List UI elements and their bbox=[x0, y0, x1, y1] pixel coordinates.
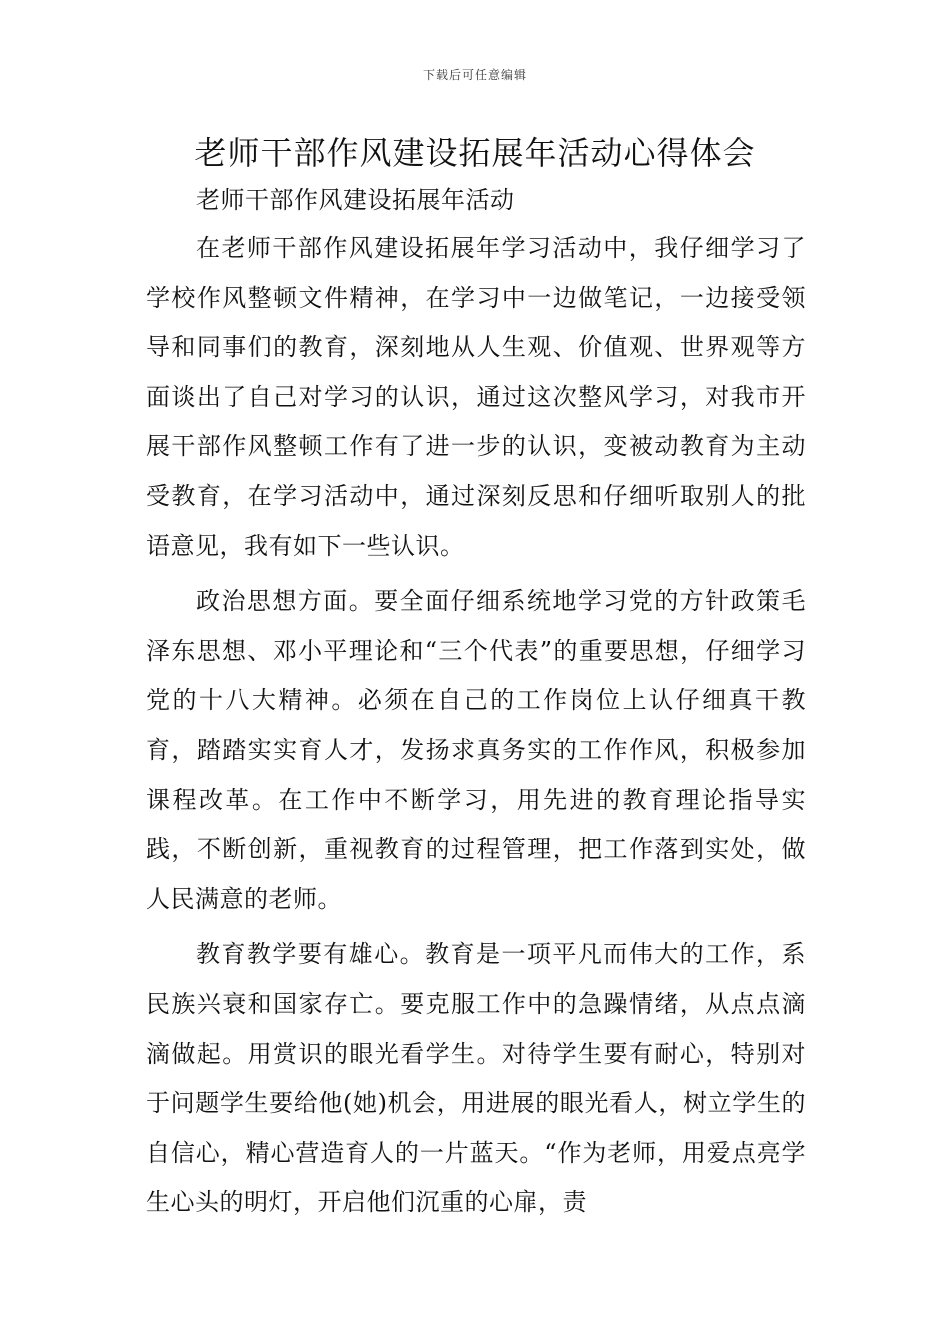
paragraph: 在老师干部作风建设拓展年学习活动中，我仔细学习了学校作风整顿文件精神，在学习中一边做笔记，一边接受领导和同事们的教育，深刻地从人生观、价值观、世界观等方面谈出了自己对学习的认识，通过这次整风学习，对我市开展干部作风整顿工作有了进一步的认识，变被动教育为主动受教育，在学习活动中，通过深刻反思和仔细听取别人的批语意见，我有如下一些认识。 bbox=[146, 234, 806, 560]
paragraph: 教育教学要有雄心。教育是一项平凡而伟大的工作，系民族兴衰和国家存亡。要克服工作中的急躁情绪，从点点滴滴做起。用赏识的眼光看学生。对待学生要有耐心，特别对于问题学生要给他(她)机会，用进展的眼光看人，树立学生的自信心，精心营造育人的一片蓝天。“作为老师，用爱点亮学生心头的明灯，开启他们沉重的心扉，责 bbox=[146, 940, 806, 1217]
paragraph: 政治思想方面。要全面仔细系统地学习党的方针政策毛泽东思想、邓小平理论和“三个代表”的重要思想，仔细学习党的十八大精神。必须在自己的工作岗位上认仔细真干教育，踏踏实实育人才，发扬求真务实的工作作风，积极参加课程改革。在工作中不断学习，用先进的教育理论指导实践，不断创新，重视教育的过程管理，把工作落到实处，做人民满意的老师。 bbox=[146, 587, 806, 913]
header-note: 下载后可任意编辑 bbox=[422, 68, 527, 82]
document-subtitle: 老师干部作风建设拓展年活动 bbox=[196, 186, 515, 214]
document-title: 老师干部作风建设拓展年活动心得体会 bbox=[194, 134, 756, 172]
document-body bbox=[146, 224, 806, 1228]
